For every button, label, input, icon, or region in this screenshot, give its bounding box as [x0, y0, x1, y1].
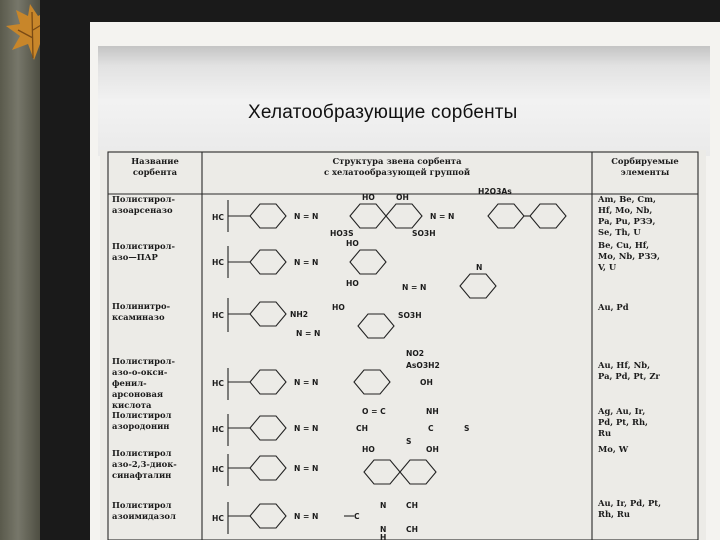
svg-text:Hf, Mo, Nb,: Hf, Mo, Nb,	[598, 205, 653, 215]
header-elements	[611, 156, 678, 177]
svg-text:элементы: элементы	[620, 167, 670, 177]
structure-7	[212, 501, 418, 540]
svg-text:Mo, W: Mo, W	[598, 444, 629, 454]
svg-text:Pd, Pt, Rh,: Pd, Pt, Rh,	[598, 417, 648, 427]
svg-text:H2O3As: H2O3As	[478, 187, 512, 196]
structure-6	[212, 445, 439, 486]
svg-text:NO2: NO2	[406, 349, 425, 358]
svg-text:NH: NH	[426, 407, 439, 416]
slide	[90, 22, 720, 540]
svg-text:N: N	[476, 263, 483, 272]
svg-text:ксаминазо: ксаминазо	[112, 312, 165, 322]
svg-text:C: C	[428, 424, 434, 433]
svg-text:HC: HC	[212, 514, 224, 523]
svg-text:HO: HO	[332, 303, 345, 312]
svg-text:Pa, Pu, РЗЭ,: Pa, Pu, РЗЭ,	[598, 216, 656, 226]
svg-text:азоарсеназо: азоарсеназо	[112, 205, 173, 215]
svg-text:N = N: N = N	[296, 329, 321, 338]
svg-text:N: N	[380, 501, 387, 510]
svg-text:фенил-: фенил-	[112, 378, 147, 388]
svg-text:H: H	[380, 533, 387, 540]
svg-text:кислота: кислота	[112, 400, 152, 410]
left-decorative-bar	[0, 0, 40, 540]
svg-text:N = N: N = N	[294, 212, 319, 221]
row-3	[112, 298, 629, 358]
structure-4	[212, 361, 440, 400]
svg-text:Au, Pd: Au, Pd	[598, 302, 629, 312]
title-band	[98, 46, 710, 156]
svg-text:сорбента: сорбента	[132, 167, 178, 177]
svg-text:синафталин: синафталин	[112, 470, 172, 480]
structure-1	[212, 187, 566, 238]
svg-text:Полистирол-: Полистирол-	[112, 194, 175, 204]
svg-text:азо—ПАР: азо—ПАР	[112, 252, 158, 262]
svg-text:Полистирол-: Полистирол-	[112, 241, 175, 251]
row-2	[112, 239, 660, 298]
svg-text:Ag, Au, Ir,: Ag, Au, Ir,	[598, 406, 646, 416]
svg-text:N: N	[380, 525, 387, 534]
svg-text:Структура звена сорбента: Структура звена сорбента	[332, 156, 462, 166]
svg-text:HO: HO	[346, 279, 359, 288]
structure-5	[212, 407, 469, 446]
svg-text:арсоновая: арсоновая	[112, 389, 164, 399]
svg-text:Au, Ir, Pd, Pt,: Au, Ir, Pd, Pt,	[598, 498, 662, 508]
svg-text:HC: HC	[212, 213, 224, 222]
svg-text:Mo, Nb, РЗЭ,: Mo, Nb, РЗЭ,	[598, 251, 660, 261]
svg-text:HC: HC	[212, 379, 224, 388]
svg-text:O = C: O = C	[362, 407, 386, 416]
svg-text:Se, Th, U: Se, Th, U	[598, 227, 641, 237]
row-4	[112, 356, 660, 410]
header-name	[131, 156, 179, 177]
svg-text:HC: HC	[212, 425, 224, 434]
svg-text:OH: OH	[396, 193, 409, 202]
svg-text:N = N: N = N	[430, 212, 455, 221]
svg-text:Am, Be, Cm,: Am, Be, Cm,	[598, 194, 656, 204]
svg-text:Rh, Ru: Rh, Ru	[598, 509, 630, 519]
row-6	[112, 444, 629, 486]
svg-text:AsO3H2: AsO3H2	[406, 361, 440, 370]
slide-title: Хелатообразующие сорбенты	[248, 102, 518, 123]
svg-text:HC: HC	[212, 258, 224, 267]
svg-text:SO3H: SO3H	[398, 311, 422, 320]
svg-text:HO3S: HO3S	[330, 229, 354, 238]
structure-3	[212, 298, 424, 358]
svg-text:Полинитро-: Полинитро-	[112, 301, 171, 311]
svg-text:N = N: N = N	[294, 464, 319, 473]
svg-text:OH: OH	[426, 445, 439, 454]
svg-text:OH: OH	[420, 378, 433, 387]
svg-text:азо-2,3-диок-: азо-2,3-диок-	[112, 459, 177, 469]
svg-text:HO: HO	[346, 239, 359, 248]
svg-text:Be, Cu, Hf,: Be, Cu, Hf,	[598, 240, 650, 250]
svg-text:C: C	[354, 512, 360, 521]
sorbent-table-image	[100, 150, 706, 540]
svg-text:NH2: NH2	[290, 310, 308, 319]
row-7	[112, 498, 661, 540]
svg-text:CH: CH	[406, 501, 418, 510]
svg-text:N = N: N = N	[402, 283, 427, 292]
row-1	[112, 187, 656, 238]
svg-text:азо-о-окси-: азо-о-окси-	[112, 367, 168, 377]
svg-text:Полистирол: Полистирол	[112, 410, 172, 420]
svg-text:N = N: N = N	[294, 258, 319, 267]
svg-text:S: S	[406, 437, 412, 446]
svg-text:Полистирол-: Полистирол-	[112, 356, 175, 366]
row-5	[112, 406, 648, 446]
structure-2	[212, 239, 496, 298]
svg-text:N = N: N = N	[294, 512, 319, 521]
svg-text:N = N: N = N	[294, 378, 319, 387]
svg-text:HO: HO	[362, 193, 375, 202]
svg-text:N = N: N = N	[294, 424, 319, 433]
svg-text:азородонин: азородонин	[112, 421, 170, 431]
svg-text:Ru: Ru	[598, 428, 612, 438]
svg-text:Полистирол: Полистирол	[112, 448, 172, 458]
svg-text:SO3H: SO3H	[412, 229, 436, 238]
svg-text:Сорбируемые: Сорбируемые	[611, 156, 679, 166]
header-structure	[324, 156, 470, 177]
svg-text:Au, Hf, Nb,: Au, Hf, Nb,	[598, 360, 651, 370]
svg-text:CH: CH	[356, 424, 368, 433]
svg-text:HC: HC	[212, 311, 224, 320]
svg-text:азоимидазол: азоимидазол	[112, 511, 176, 521]
sorbent-table	[100, 150, 706, 540]
svg-text:Полистирол: Полистирол	[112, 500, 172, 510]
svg-text:S: S	[464, 424, 470, 433]
svg-text:HC: HC	[212, 465, 224, 474]
svg-text:с хелатообразующей группой: с хелатообразующей группой	[323, 167, 471, 177]
svg-text:Pa, Pd, Pt, Zr: Pa, Pd, Pt, Zr	[598, 371, 660, 381]
svg-text:HO: HO	[362, 445, 375, 454]
svg-text:Название: Название	[131, 156, 179, 166]
svg-text:V, U: V, U	[598, 262, 617, 272]
svg-text:CH: CH	[406, 525, 418, 534]
